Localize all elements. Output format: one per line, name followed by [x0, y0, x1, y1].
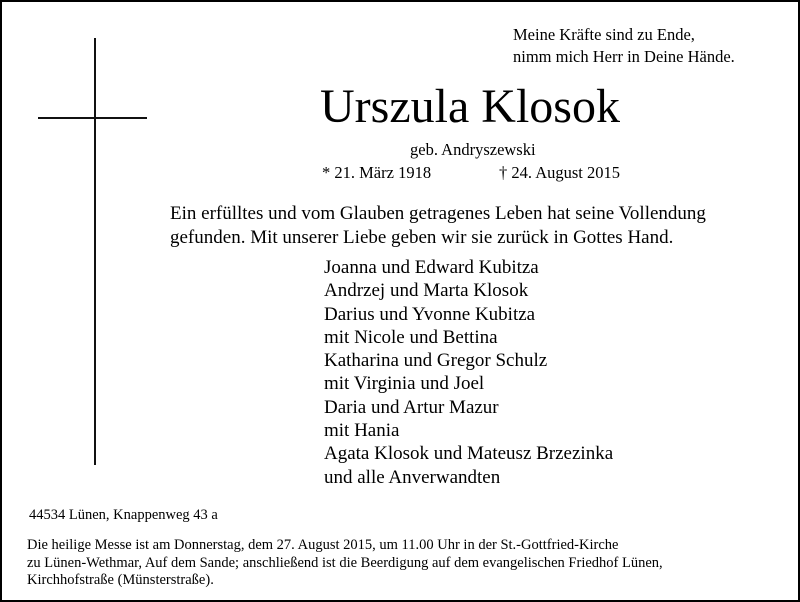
mourner-entry: mit Hania: [324, 420, 400, 442]
memorial-verse: [170, 202, 790, 250]
mourner-entry: mit Nicole und Bettina: [324, 326, 498, 348]
motto-line: Meine Kräfte sind zu Ende,: [513, 25, 695, 44]
birth-name: geb. Andryszewski: [410, 140, 536, 159]
notice-line: Kirchhofstraße (Münsterstraße).: [27, 572, 214, 588]
verse-line: Ein erfülltes und vom Glauben getragenes Leben hat seine Vollendung: [170, 203, 706, 224]
verse-line: gefunden. Mit unserer Liebe geben wir sie zurück in Gottes Hand.: [170, 227, 674, 248]
notice-line: Die heilige Messe ist am Donnerstag, dem 27. August 2015, um 11.00 Uhr in der St.-Gottfried-Kirche: [27, 537, 619, 553]
mourner-entry: Agata Klosok und Mateusz Brzezinka: [324, 443, 614, 465]
death-date: † 24. August 2015: [499, 163, 621, 182]
mourner-entry: Darius und Yvonne Kubitza: [324, 303, 536, 325]
deceased-name: Urszula Klosok: [320, 80, 620, 133]
mourner-entry: Andrzej und Marta Klosok: [324, 280, 529, 302]
family-address: 44534 Lünen, Knappenweg 43 a: [29, 507, 218, 523]
mourner-entry: und alle Anverwandten: [324, 466, 501, 488]
mourner-entry: Daria und Artur Mazur: [324, 396, 499, 418]
birth-date: * 21. März 1918: [322, 163, 432, 182]
mourners-list: [324, 256, 613, 489]
mourner-entry: mit Virginia und Joel: [324, 373, 485, 395]
motto: [513, 24, 735, 68]
motto-line: nimm mich Herr in Deine Hände.: [513, 47, 735, 66]
service-notice: [27, 537, 787, 590]
mourner-entry: Joanna und Edward Kubitza: [324, 257, 539, 278]
notice-line: zu Lünen-Wethmar, Auf dem Sande; anschließend ist die Beerdigung auf dem evangelischen Friedhof Lünen,: [27, 554, 663, 571]
deceased-name-row: [0, 78, 800, 136]
mourner-entry: Katharina und Gregor Schulz: [324, 350, 548, 372]
